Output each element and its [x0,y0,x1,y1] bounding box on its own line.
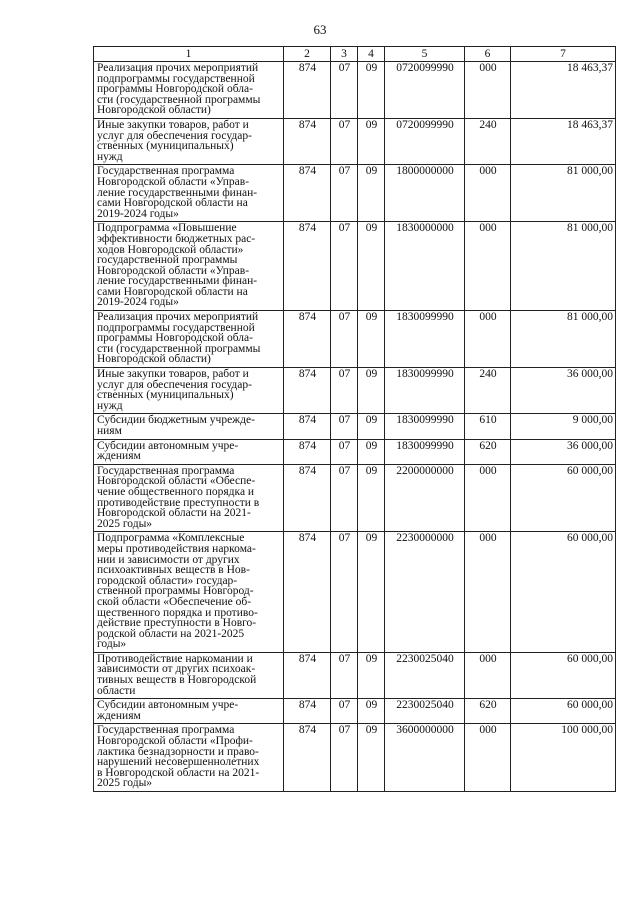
row-subsection-cell: 09 [358,464,385,532]
row-subsection-cell: 09 [358,118,385,164]
row-name-cell: Иные закупки товаров, работ и услуг для обеспечения государ- ственных (муниципальных) нужд [94,368,284,414]
row-target-article-cell: 2230000000 [385,532,465,653]
table-row [94,464,616,532]
row-expense-type-cell: 240 [465,368,511,414]
row-amount-cell: 100 000,00 [511,724,616,792]
row-name-cell: Подпрограмма «Повышение эффективности бюджетных рас- ходов Новгородской области» государственной программы Новгородской области «Управ- ление государственными финан- сами Новгородской области на 2019-2024 годы» [94,222,284,311]
row-expense-type-cell: 620 [465,699,511,724]
row-grbs-cell: 874 [284,652,331,698]
row-section-cell: 07 [331,439,358,464]
row-grbs-cell: 874 [284,724,331,792]
table-header-row [94,47,616,62]
row-target-article-cell: 1830099990 [385,311,465,368]
row-name-cell: Субсидии бюджетным учрежде- ниям [94,414,284,439]
row-amount-cell: 36 000,00 [511,368,616,414]
column-header: 7 [511,47,616,62]
table-row [94,532,616,653]
row-subsection-cell: 09 [358,165,385,222]
row-grbs-cell: 874 [284,464,331,532]
row-amount-cell: 9 000,00 [511,414,616,439]
row-grbs-cell: 874 [284,368,331,414]
row-subsection-cell: 09 [358,414,385,439]
row-target-article-cell: 1830000000 [385,222,465,311]
row-target-article-cell: 1830099990 [385,414,465,439]
column-header: 3 [331,47,358,62]
row-expense-type-cell: 000 [465,652,511,698]
row-name-cell: Подпрограмма «Комплексные меры противодействия наркома- нии и зависимости от других психоактивных веществ в Нов- городской области» государ- ственной программы Новгород- ской области «Обеспечение об- щественного порядка и противо- действие преступности в Новго- родской области на 2021-2025 годы» [94,532,284,653]
row-target-article-cell: 2200000000 [385,464,465,532]
row-subsection-cell: 09 [358,699,385,724]
row-grbs-cell: 874 [284,414,331,439]
row-grbs-cell: 874 [284,165,331,222]
row-subsection-cell: 09 [358,222,385,311]
row-target-article-cell: 0720099990 [385,118,465,164]
table-row [94,414,616,439]
row-subsection-cell: 09 [358,724,385,792]
row-subsection-cell: 09 [358,62,385,119]
row-target-article-cell: 3600000000 [385,724,465,792]
column-header: 1 [94,47,284,62]
row-name-cell: Государственная программа Новгородской области «Управ- ление государственными финан- сами Новгородской области на 2019-2024 годы» [94,165,284,222]
row-amount-cell: 81 000,00 [511,311,616,368]
page-number: 63 [313,22,327,37]
row-target-article-cell: 1800000000 [385,165,465,222]
row-subsection-cell: 09 [358,439,385,464]
table-row [94,368,616,414]
row-section-cell: 07 [331,165,358,222]
row-amount-cell: 81 000,00 [511,165,616,222]
row-name-cell: Государственная программа Новгородской области «Обеспе- чение общественного порядка и противодействие преступности в Новгородской области на 2021- 2025 годы» [94,464,284,532]
table-row [94,118,616,164]
row-expense-type-cell: 000 [465,464,511,532]
table-row [94,311,616,368]
table-row [94,165,616,222]
row-grbs-cell: 874 [284,62,331,119]
row-section-cell: 07 [331,532,358,653]
row-expense-type-cell: 000 [465,165,511,222]
row-expense-type-cell: 620 [465,439,511,464]
budget-table [93,46,616,792]
row-amount-cell: 81 000,00 [511,222,616,311]
row-section-cell: 07 [331,464,358,532]
table-row [94,652,616,698]
table-row [94,62,616,119]
row-section-cell: 07 [331,311,358,368]
row-amount-cell: 60 000,00 [511,464,616,532]
row-name-cell: Субсидии автономным учре- ждениям [94,439,284,464]
row-section-cell: 07 [331,724,358,792]
row-name-cell: Противодействие наркомании и зависимости от других психоак- тивных веществ в Новгородской области [94,652,284,698]
row-expense-type-cell: 000 [465,532,511,653]
row-amount-cell: 60 000,00 [511,699,616,724]
row-name-cell: Реализация прочих мероприятий подпрограммы государственной программы Новгородской обла- сти (государственной программы Новгородской области) [94,62,284,119]
table-row [94,222,616,311]
row-section-cell: 07 [331,118,358,164]
row-amount-cell: 60 000,00 [511,532,616,653]
column-header: 5 [385,47,465,62]
row-section-cell: 07 [331,652,358,698]
row-amount-cell: 60 000,00 [511,652,616,698]
row-amount-cell: 36 000,00 [511,439,616,464]
row-grbs-cell: 874 [284,699,331,724]
row-expense-type-cell: 610 [465,414,511,439]
table-body [94,62,616,792]
row-name-cell: Субсидии автономным учре- ждениям [94,699,284,724]
row-section-cell: 07 [331,368,358,414]
row-target-article-cell: 0720099990 [385,62,465,119]
row-expense-type-cell: 000 [465,724,511,792]
row-subsection-cell: 09 [358,652,385,698]
row-section-cell: 07 [331,222,358,311]
table-row [94,699,616,724]
column-header: 6 [465,47,511,62]
row-target-article-cell: 1830099990 [385,368,465,414]
row-target-article-cell: 2230025040 [385,652,465,698]
table-row [94,724,616,792]
row-name-cell: Государственная программа Новгородской области «Профи- лактика безнадзорности и право- нарушений несовершеннолетних в Новгородской области на 2021- 2025 годы» [94,724,284,792]
row-grbs-cell: 874 [284,118,331,164]
row-amount-cell: 18 463,37 [511,62,616,119]
row-expense-type-cell: 000 [465,311,511,368]
row-name-cell: Иные закупки товаров, работ и услуг для обеспечения государ- ственных (муниципальных) нужд [94,118,284,164]
row-grbs-cell: 874 [284,439,331,464]
row-expense-type-cell: 000 [465,222,511,311]
row-grbs-cell: 874 [284,311,331,368]
row-expense-type-cell: 240 [465,118,511,164]
row-expense-type-cell: 000 [465,62,511,119]
column-header: 4 [358,47,385,62]
row-name-cell: Реализация прочих мероприятий подпрограммы государственной программы Новгородской обла- сти (государственной программы Новгородской области) [94,311,284,368]
row-subsection-cell: 09 [358,532,385,653]
row-subsection-cell: 09 [358,368,385,414]
row-section-cell: 07 [331,62,358,119]
table-row [94,439,616,464]
row-amount-cell: 18 463,37 [511,118,616,164]
row-subsection-cell: 09 [358,311,385,368]
row-target-article-cell: 1830099990 [385,439,465,464]
row-section-cell: 07 [331,699,358,724]
row-grbs-cell: 874 [284,222,331,311]
row-grbs-cell: 874 [284,532,331,653]
column-header: 2 [284,47,331,62]
row-target-article-cell: 2230025040 [385,699,465,724]
row-section-cell: 07 [331,414,358,439]
